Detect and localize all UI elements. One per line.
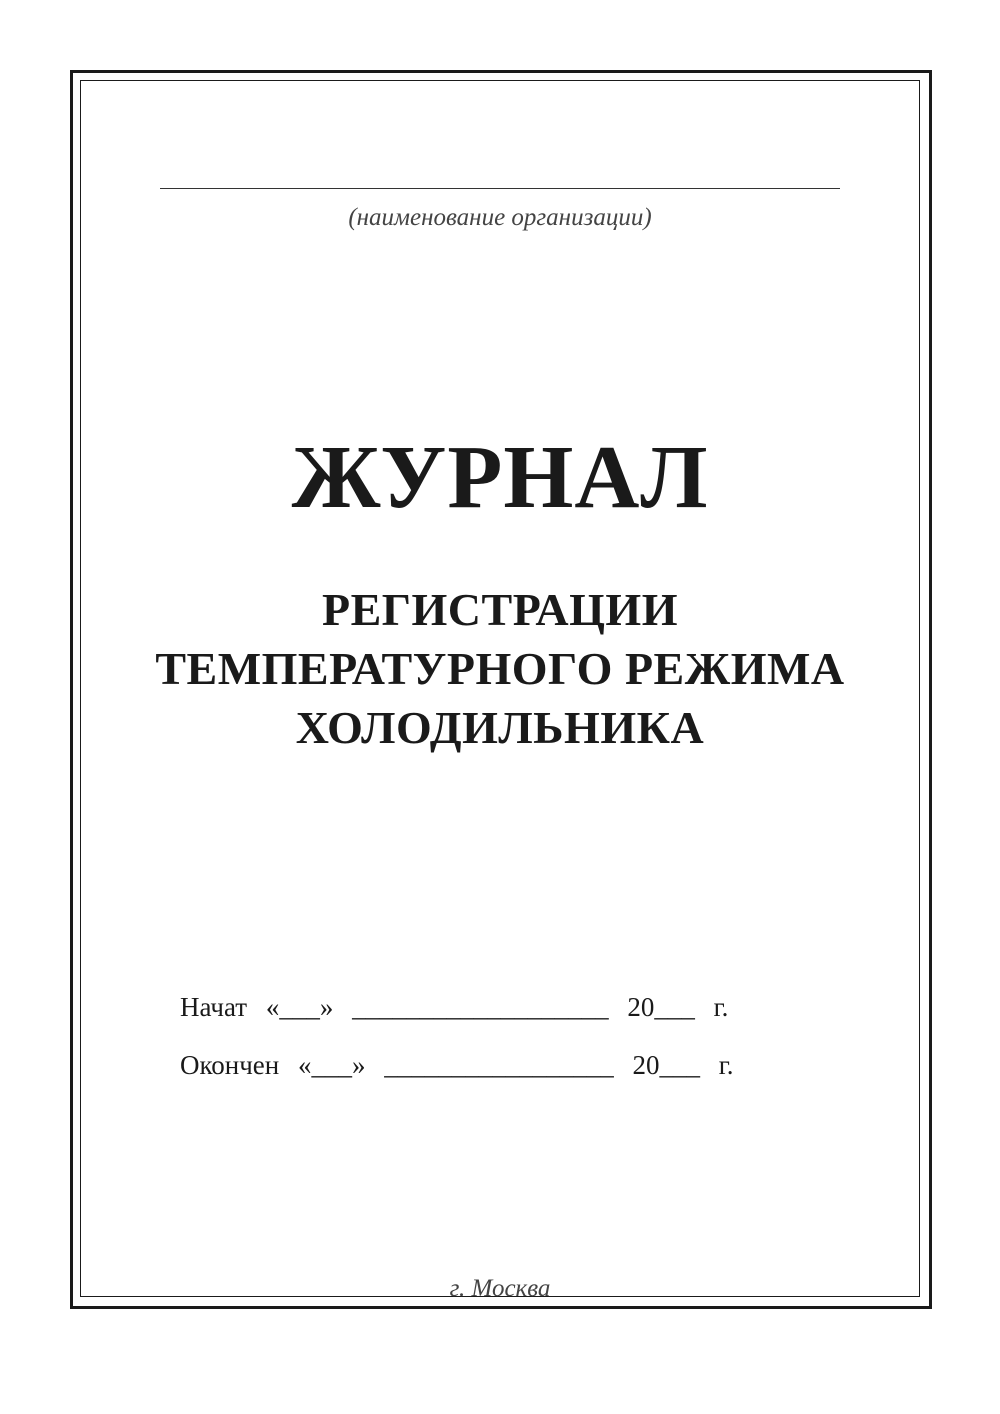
organization-name-line <box>160 188 840 189</box>
started-day-blank: «___» <box>265 992 334 1022</box>
started-label: Начат <box>180 992 248 1022</box>
finished-year-blank: 20___ <box>632 1050 700 1080</box>
subtitle-line-2: ТЕМПЕРАТУРНОГО РЕЖИМА <box>155 643 845 694</box>
journal-subtitle <box>0 580 1000 757</box>
finished-month-blank: _________________ <box>384 1050 614 1080</box>
finished-year-suffix: г. <box>718 1050 734 1080</box>
subtitle-line-1: РЕГИСТРАЦИИ <box>321 584 678 635</box>
finished-day-blank: «___» <box>297 1050 366 1080</box>
organization-caption: (наименование организации) <box>348 204 652 231</box>
started-year-suffix: г. <box>713 992 729 1022</box>
started-year-blank: 20___ <box>627 992 695 1022</box>
finished-label: Окончен <box>180 1050 280 1080</box>
city-label: г. Москва <box>449 1275 551 1302</box>
finished-date-line <box>180 1048 746 1082</box>
started-month-blank: ___________________ <box>352 992 609 1022</box>
subtitle-line-3: ХОЛОДИЛЬНИКА <box>295 702 705 753</box>
journal-title: ЖУРНАЛ <box>291 428 709 527</box>
started-date-line <box>180 990 740 1024</box>
